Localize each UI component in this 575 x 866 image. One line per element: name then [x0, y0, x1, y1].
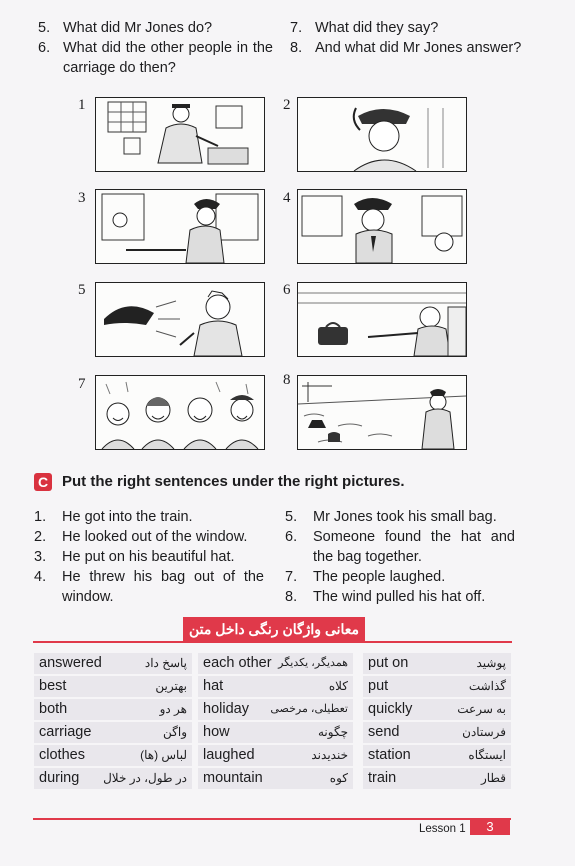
vocab-entry-during: during در طول، در خلال: [34, 768, 192, 789]
man-seated-in-carriage-illustration: [297, 189, 467, 264]
picture-number: 1: [78, 97, 86, 113]
sentence-7: 7. The people laughed.: [285, 569, 446, 585]
lesson-label: Lesson 1: [419, 823, 466, 835]
vocab-entry-put-on: put on پوشید: [363, 653, 511, 674]
section-c-title: Put the right sentences under the right pictures.: [62, 473, 405, 490]
sentence-5: 5. Mr Jones took his small bag.: [285, 509, 497, 525]
sentence-8: 8. The wind pulled his hat off.: [285, 589, 486, 605]
vocab-entry-laughed: laughed خندیدند: [198, 745, 353, 766]
man-holding-hat-illustration: [297, 97, 467, 172]
question-7: 7. What did they say?: [290, 20, 439, 36]
vocab-entry-each-other: each other همدیگر، یکدیگر: [198, 653, 353, 674]
section-c-badge: C: [34, 473, 52, 491]
passengers-laughing-illustration: [95, 375, 265, 450]
vocab-entry-best: best بهترین: [34, 676, 192, 697]
vocab-entry-train: train قطار: [363, 768, 511, 789]
vocab-entry-station: station ایستگاه: [363, 745, 511, 766]
picture-number: 6: [283, 282, 291, 298]
vocab-divider: [33, 641, 512, 643]
picture-number: 3: [78, 190, 86, 206]
vocab-entry-both: both هر دو: [34, 699, 192, 720]
vocab-entry-quickly: quickly به سرعت: [363, 699, 511, 720]
hat-blowing-away-illustration: [95, 282, 265, 357]
vocab-entry-holiday: holiday تعطیلی، مرخصی: [198, 699, 353, 720]
vocab-entry-answered: answered پاسخ داد: [34, 653, 192, 674]
picture-number: 2: [283, 97, 291, 113]
page-number: 3: [470, 818, 510, 835]
vocab-entry-how: how چگونه: [198, 722, 353, 743]
picture-number: 7: [78, 376, 86, 392]
footer-divider: [33, 818, 511, 820]
vocab-entry-send: send فرستادن: [363, 722, 511, 743]
vocab-entry-put: put گذاشت: [363, 676, 511, 697]
question-6: 6. What did the other people in the carriage do then?: [38, 40, 273, 76]
question-5: 5. What did Mr Jones do?: [38, 20, 213, 36]
vocab-entry-carriage: carriage واگن: [34, 722, 192, 743]
man-finding-bag-illustration: [297, 375, 467, 450]
vocab-entry-mountain: mountain کوه: [198, 768, 353, 789]
sentence-4: 4. He threw his bag out of the window.: [34, 569, 264, 605]
sentence-3: 3. He put on his beautiful hat.: [34, 549, 235, 565]
picture-number: 4: [283, 190, 291, 206]
man-boarding-train-illustration: [95, 189, 265, 264]
sentence-2: 2. He looked out of the window.: [34, 529, 248, 545]
vocab-entry-hat: hat کلاه: [198, 676, 353, 697]
vocab-entry-clothes: clothes لباس (ها): [34, 745, 192, 766]
sentence-1: 1. He got into the train.: [34, 509, 193, 525]
vocab-banner: معانی واژگان رنگی داخل متن: [183, 617, 365, 641]
sentence-6: 6. Someone found the hat and the bag together.: [285, 529, 515, 565]
question-8: 8. And what did Mr Jones answer?: [290, 40, 522, 56]
man-at-ticket-window-illustration: [95, 97, 265, 172]
bag-thrown-out-window-illustration: [297, 282, 467, 357]
picture-number: 8: [283, 372, 291, 388]
picture-number: 5: [78, 282, 86, 298]
